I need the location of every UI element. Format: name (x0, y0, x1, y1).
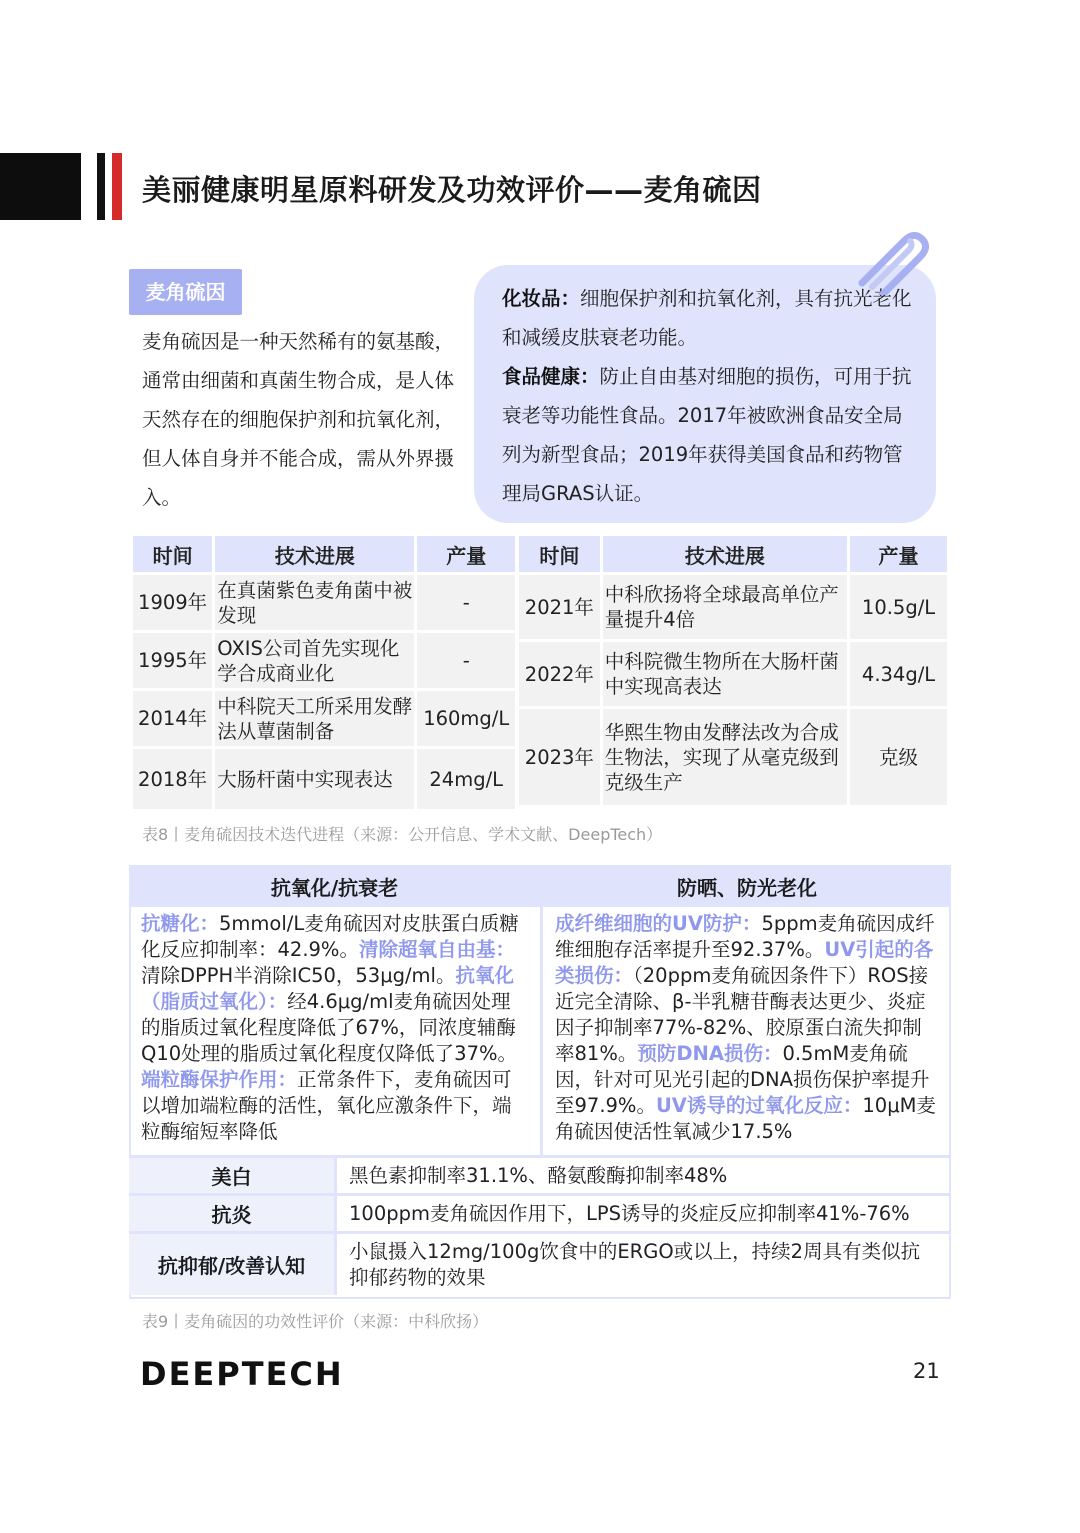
cosmetics-text: 细胞保护剂和抗氧化剂，具有抗光老化和减缓皮肤衰老功能。 (502, 287, 912, 349)
table-row (133, 749, 515, 809)
row-label: 抗抑郁/改善认知 (129, 1231, 334, 1295)
cell-progress: 中科院微生物所在大肠杆菌中实现高表达 (603, 642, 847, 706)
page-number: 21 (913, 1359, 940, 1383)
cell-progress: 中科欣扬将全球最高单位产量提升4倍 (603, 575, 847, 639)
tech-table-left (130, 533, 518, 812)
col-header-progress: 技术进展 (603, 536, 847, 572)
table-row (129, 1231, 951, 1295)
application-bubble (474, 265, 936, 523)
col-header-yield: 产量 (417, 536, 515, 572)
table-row (129, 1193, 951, 1231)
col-header-time: 时间 (133, 536, 212, 572)
cell-yield: 160mg/L (417, 691, 515, 746)
col-header-time: 时间 (519, 536, 600, 572)
sunscreen-cell: 成纤维细胞的UV防护：5ppm麦角硫因成纤维细胞存活率提升至92.37%。UV引起的各类损伤：（20ppm麦角硫因条件下）ROS接近完全清除、β-半乳糖苷酶表达更少、炎症因子抑制率77%-82%、胶原蛋白流失抑制率81%。预防DNA损伤：0.5mM麦角硫因，针对可见光引起的DNA损伤保护率提升至97.9%。UV诱导的过氧化反应：10μM麦角硫因使活性氧减少17.5% (540, 907, 951, 1155)
row-value: 100ppm麦角硫因作用下，LPS诱导的炎症反应抑制率41%-76% (334, 1193, 951, 1231)
efficacy-table (129, 865, 951, 1295)
cell-progress: 中科院天工所采用发酵法从蕈菌制备 (215, 691, 414, 746)
col-header-antioxidant: 抗氧化/抗衰老 (129, 865, 540, 907)
row-value: 小鼠摄入12mg/100g饮食中的ERGO或以上，持续2周具有类似抗抑郁药物的效果 (334, 1231, 951, 1295)
cell-year: 1909年 (133, 575, 212, 630)
cell-year: 1995年 (133, 633, 212, 688)
header-red-bar (112, 153, 122, 220)
table8-caption: 表8丨麦角硫因技术迭代进程（来源：公开信息、学术文献、DeepTech） (142, 825, 663, 844)
table-row (133, 633, 515, 688)
highlight-term: 清除超氧自由基： (358, 938, 515, 961)
highlight-term: 抗氧化（脂质过氧化）： (141, 964, 514, 1013)
highlight-term: 成纤维细胞的UV防护： (555, 912, 762, 935)
cell-yield: 克级 (850, 709, 947, 805)
deeptech-logo: DEEPTECH (140, 1355, 344, 1393)
highlight-term: UV诱导的过氧化反应： (655, 1094, 863, 1117)
table-row (133, 575, 515, 630)
table9-caption: 表9丨麦角硫因的功效性评价（来源：中科欣扬） (142, 1312, 489, 1331)
highlight-term: UV引起的各类损伤： (555, 938, 934, 987)
col-header-yield: 产量 (850, 536, 947, 572)
cell-progress: 大肠杆菌中实现表达 (215, 749, 414, 809)
cell-progress: 华熙生物由发酵法改为合成生物法，实现了从毫克级到克级生产 (603, 709, 847, 805)
page-title: 美丽健康明星原料研发及功效评价——麦角硫因 (142, 173, 762, 207)
highlight-term: 抗糖化： (141, 912, 220, 935)
table-row (519, 709, 947, 805)
table-row (133, 691, 515, 746)
topic-tag: 麦角硫因 (129, 269, 242, 315)
intro-paragraph: 麦角硫因是一种天然稀有的氨基酸，通常由细菌和真菌生物合成，是人体天然存在的细胞保护剂和抗氧化剂，但人体自身并不能合成，需从外界摄入。 (142, 330, 455, 509)
cell-progress: 在真菌紫色麦角菌中被发现 (215, 575, 414, 630)
highlight-term: 端粒酶保护作用： (141, 1068, 298, 1091)
application-text (502, 279, 920, 513)
header-black-block (0, 153, 81, 220)
tech-table-right (516, 533, 950, 808)
table-row (519, 575, 947, 639)
cell-year: 2021年 (519, 575, 600, 639)
antioxidant-cell: 抗糖化：5mmol/L麦角硫因对皮肤蛋白质糖化反应抑制率：42.9%。清除超氧自由基：清除DPPH半消除IC50，53μg/ml。抗氧化（脂质过氧化）：经4.6μg/ml麦角硫因处理的脂质过氧化程度降低了67%，同浓度辅酶Q10处理的脂质过氧化程度仅降低了37%。端粒酶保护作用：正常条件下，麦角硫因可以增加端粒酶的活性，氧化应激条件下，端粒酶缩短率降低 (141, 912, 519, 1143)
cell-progress: OXIS公司首先实现化学合成商业化 (215, 633, 414, 688)
cell-yield: - (417, 633, 515, 688)
table-row (129, 1155, 951, 1193)
cell-year: 2022年 (519, 642, 600, 706)
col-header-progress: 技术进展 (215, 536, 414, 572)
row-value: 黑色素抑制率31.1%、酪氨酸酶抑制率48% (334, 1155, 951, 1193)
col-header-sunscreen: 防晒、防光老化 (540, 865, 951, 907)
cosmetics-label: 化妆品： (502, 287, 581, 310)
cell-year: 2023年 (519, 709, 600, 805)
food-label: 食品健康： (502, 365, 600, 388)
paperclip-icon (852, 225, 932, 295)
highlight-term: 预防DNA损伤： (637, 1042, 783, 1065)
cell-year: 2018年 (133, 749, 212, 809)
cell-yield: 10.5g/L (850, 575, 947, 639)
cell-year: 2014年 (133, 691, 212, 746)
cell-yield: 4.34g/L (850, 642, 947, 706)
row-label: 抗炎 (129, 1193, 334, 1231)
header-black-bar (97, 153, 105, 220)
cell-yield: - (417, 575, 515, 630)
row-label: 美白 (129, 1155, 334, 1193)
cell-yield: 24mg/L (417, 749, 515, 809)
table-row (519, 642, 947, 706)
food-text: 防止自由基对细胞的损伤，可用于抗衰老等功能性食品。2017年被欧洲食品安全局列为新型食品；2019年获得美国食品和药物管理局GRAS认证。 (502, 365, 912, 505)
